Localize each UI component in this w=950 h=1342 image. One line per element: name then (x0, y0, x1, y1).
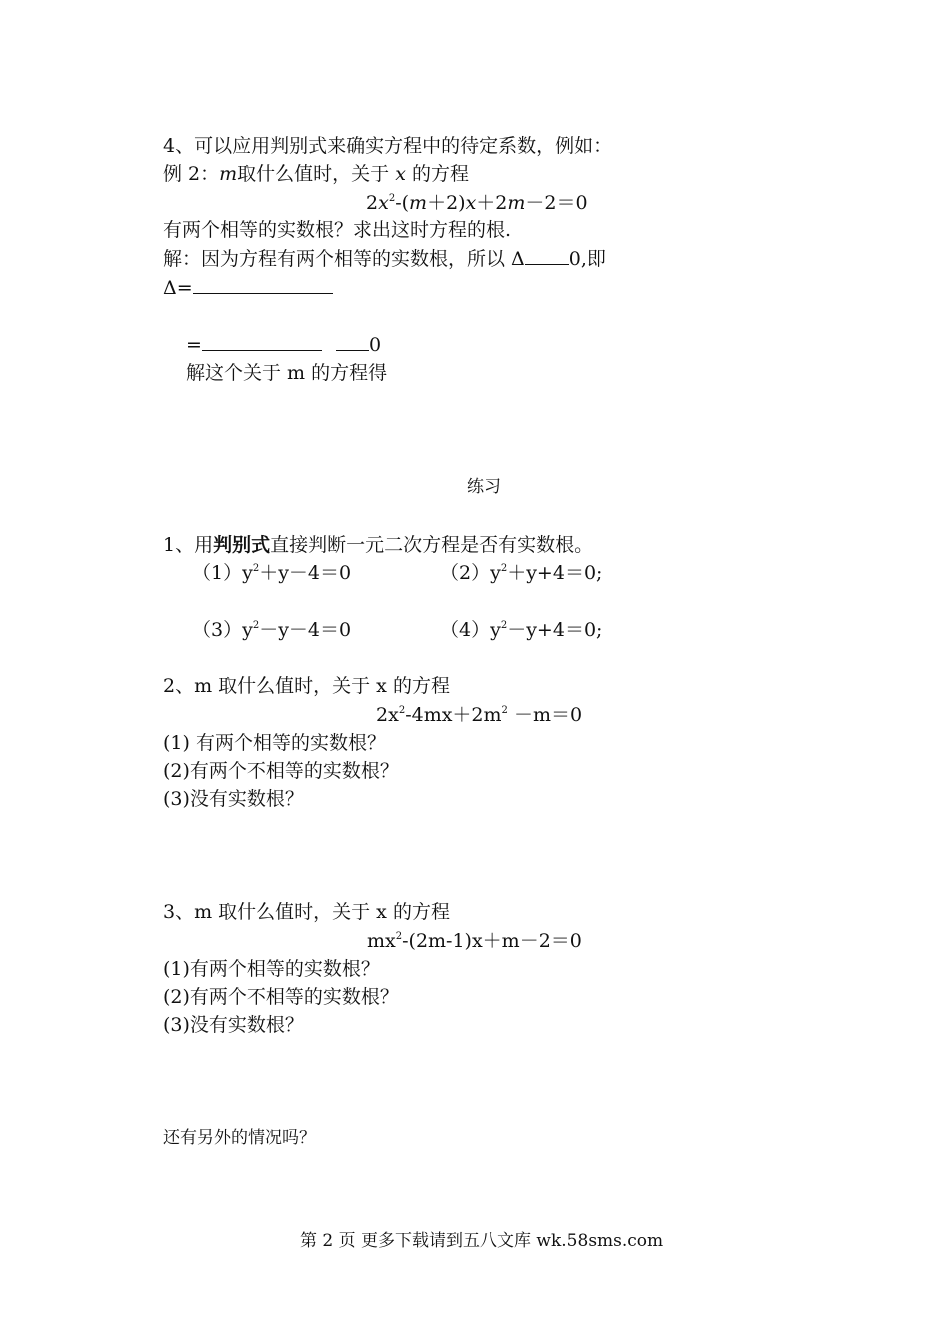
q1-bold: 判别式 (213, 534, 271, 556)
question-2-sub: (2)有两个不相等的实数根？ (163, 760, 399, 782)
question-3-sub: (2)有两个不相等的实数根？ (163, 986, 399, 1008)
answer-blank[interactable] (525, 263, 569, 265)
q1-item-rest: ＋y+4＝0; (507, 562, 603, 584)
example-2-stem (163, 165, 469, 184)
square-sup: 2 (252, 563, 260, 574)
question-2-stem: 2、m 取什么值时，关于 x 的方程 (163, 675, 450, 697)
question-2-sub: (1) 有两个相等的实数根？ (163, 732, 386, 754)
q1-item (192, 621, 351, 640)
solution-suffix: 0,即 (568, 248, 606, 270)
q1-suffix: 直接判断一元二次方程是否有实数根。 (270, 534, 594, 556)
q1-item-label: （3）y (192, 619, 253, 641)
answer-blank[interactable] (193, 292, 333, 294)
practice-title: 练习 (467, 477, 501, 497)
q1-prefix: 1、用 (163, 534, 214, 556)
square-sup: 2 (500, 620, 508, 631)
solve-m-line: 解这个关于 m 的方程得 (186, 362, 388, 384)
q1-item-rest: ＋y－4＝0 (259, 562, 352, 584)
example-prefix: 例 2： (163, 163, 220, 185)
zero-value: 0 (368, 334, 382, 356)
answer-blank[interactable] (336, 349, 369, 351)
example-2-question: 有两个相等的实数根？求出这时方程的根. (163, 219, 512, 241)
question-1 (163, 536, 593, 555)
question-3-sub: (1)有两个相等的实数根？ (163, 958, 380, 980)
var-x: x (395, 163, 406, 185)
equals-sign: = (186, 334, 202, 356)
answer-blank[interactable] (202, 349, 322, 351)
q1-item-label: （1）y (192, 562, 253, 584)
example-suffix: 的方程 (412, 163, 470, 185)
q1-item (192, 564, 351, 583)
question-2-equation: $2x^2-4mx+2m^2 -m=0$ (376, 704, 583, 726)
q1-item-rest: －y+4＝0; (507, 619, 603, 641)
square-sup: 2 (500, 563, 508, 574)
question-3-stem: 3、m 取什么值时，关于 x 的方程 (163, 901, 450, 923)
closing-question: 还有另外的情况吗？ (163, 1128, 316, 1148)
q1-item (440, 621, 602, 640)
square-sup: 2 (252, 620, 260, 631)
page-footer: 第 2 页 更多下载请到五八文库 wk.58sms.com (300, 1231, 664, 1251)
example-mid: 取什么值时，关于 (237, 163, 390, 185)
var-m: m (219, 163, 238, 185)
question-3-sub: (3)没有实数根？ (163, 1014, 304, 1036)
question-2-sub: (3)没有实数根？ (163, 788, 304, 810)
delta-label: Δ= (163, 277, 193, 299)
example-2-equation: $2x^2-(m+2)x+2m-2=0$ (366, 192, 588, 214)
solution-prefix: 解：因为方程有两个相等的实数根，所以 Δ (163, 248, 525, 270)
q1-item-label: （2）y (440, 562, 501, 584)
q1-item-rest: －y－4＝0 (259, 619, 352, 641)
q1-item-label: （4）y (440, 619, 501, 641)
delta-line (163, 279, 333, 298)
equation-line (186, 336, 381, 355)
q1-item (440, 564, 602, 583)
intro-line: 4、可以应用判别式来确实方程中的待定系数，例如： (163, 135, 613, 157)
solution-line (163, 250, 606, 269)
question-3-equation: $mx^2-(2m-1)x+m-2=0$ (367, 930, 582, 952)
